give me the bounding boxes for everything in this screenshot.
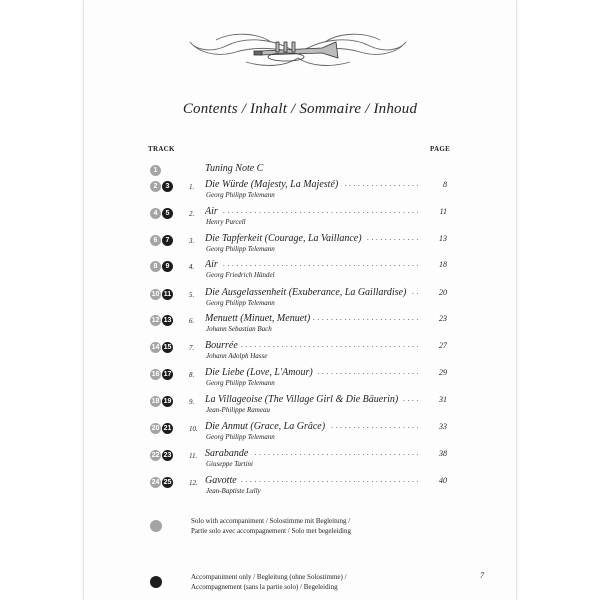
page-reference: 20 <box>420 288 447 297</box>
solo-track-badge: 14 <box>151 344 160 351</box>
contents-heading: Contents / Inhalt / Sommaire / Inhoud <box>182 101 418 117</box>
piece-number: 5. <box>189 291 195 299</box>
piece-number: 6. <box>189 317 195 325</box>
piece-number: 1. <box>189 183 195 191</box>
accompaniment-track-badge: 25 <box>163 479 172 486</box>
composer-name: Georg Philipp Telemann <box>206 245 275 253</box>
page-reference: 8 <box>420 180 447 189</box>
piece-number: 4. <box>189 263 195 271</box>
composer-name: Georg Philipp Telemann <box>206 191 275 199</box>
contents-row <box>0 394 600 420</box>
composer-name: Georg Philipp Telemann <box>206 299 275 307</box>
contents-row <box>0 448 600 474</box>
piece-title-text: Gavotte <box>205 475 240 486</box>
solo-track-badge: 12 <box>151 317 160 324</box>
piece-title-text: Sarabande <box>205 448 251 459</box>
contents-row <box>0 475 600 501</box>
accompaniment-legend-disc <box>150 576 162 588</box>
piece-title-text: Die Würde (Majesty, La Majesté) <box>205 179 341 190</box>
accompaniment-track-badge: 7 <box>162 235 173 246</box>
composer-name: Georg Philipp Telemann <box>206 433 275 441</box>
piece-number: 3. <box>189 237 195 245</box>
piece-number: 8. <box>189 371 195 379</box>
piece-title-text: Die Liebe (Love, L'Amour) <box>205 367 316 378</box>
piece-title <box>205 163 446 174</box>
accompaniment-track-badge: 17 <box>163 371 172 378</box>
piece-title <box>205 259 446 270</box>
page-column-label: PAGE <box>430 145 451 153</box>
piece-title <box>205 367 446 378</box>
solo-track-badge: 20 <box>151 425 160 432</box>
solo-track-badge: 1 <box>150 165 161 176</box>
piece-number: 11. <box>189 452 198 460</box>
piece-title <box>205 313 446 324</box>
accompaniment-legend <box>191 573 421 592</box>
composer-name: Jean-Baptiste Lully <box>206 487 261 495</box>
page-reference: 18 <box>420 260 447 269</box>
composer-name: Giuseppe Tartini <box>206 460 253 468</box>
contents-row <box>0 421 600 447</box>
piece-title <box>205 394 446 405</box>
piece-title-text: Die Anmut (Grace, La Grâce) <box>205 421 328 432</box>
piece-title <box>205 448 446 459</box>
piece-number: 10. <box>189 425 198 433</box>
piece-number: 7. <box>189 344 195 352</box>
page-reference: 27 <box>420 341 447 350</box>
solo-legend-line1: Solo with accompaniment / Solostimme mit Begleitung / <box>191 517 351 525</box>
piece-number: 12. <box>189 479 198 487</box>
solo-track-badge: 6 <box>150 235 161 246</box>
page-reference: 29 <box>420 368 447 377</box>
page-reference: 23 <box>420 314 447 323</box>
composer-name: Johann Adolph Hasse <box>206 352 268 360</box>
composer-name: Jean-Philippe Rameau <box>206 406 270 414</box>
accompaniment-track-badge: 21 <box>163 425 172 432</box>
contents-row <box>0 259 600 285</box>
solo-track-badge: 16 <box>151 371 160 378</box>
piece-title-text: Bourrée <box>205 340 241 351</box>
contents-row <box>0 233 600 259</box>
solo-track-badge: 8 <box>150 261 161 272</box>
page-number: 7 <box>480 571 484 580</box>
contents-row <box>0 287 600 313</box>
page-reference: 31 <box>420 395 447 404</box>
accompaniment-track-badge: 5 <box>162 208 173 219</box>
piece-title <box>205 421 446 432</box>
contents-row <box>0 340 600 366</box>
solo-track-badge: 24 <box>151 479 160 486</box>
piece-title <box>205 287 446 298</box>
piece-title-text: Die Tapferkeit (Courage, La Vaillance) <box>205 233 365 244</box>
page-reference: 40 <box>420 476 447 485</box>
page-reference: 13 <box>420 234 447 243</box>
track-column-label: TRACK <box>148 145 175 153</box>
page-reference: 11 <box>420 207 447 216</box>
solo-track-badge: 18 <box>151 398 160 405</box>
accompaniment-track-badge: 19 <box>163 398 172 405</box>
piece-title-text: Air <box>205 206 221 217</box>
piece-title-text: Air <box>205 259 221 270</box>
composer-name: Henry Purcell <box>206 218 246 226</box>
accompaniment-track-badge: 13 <box>163 317 172 324</box>
solo-track-badge: 10 <box>151 291 160 298</box>
page-reference: 38 <box>420 449 447 458</box>
solo-track-badge: 22 <box>151 452 160 459</box>
piece-title-text: Die Ausgelassenheit (Exuberance, La Gaillardise) <box>205 287 409 298</box>
trumpet-flourish-icon <box>186 28 410 76</box>
solo-legend <box>191 517 421 536</box>
solo-legend-disc <box>150 520 162 532</box>
solo-track-badge: 4 <box>150 208 161 219</box>
accompaniment-track-badge: 15 <box>163 344 172 351</box>
contents-row <box>0 367 600 393</box>
piece-title <box>205 206 446 217</box>
accompaniment-legend-line1: Accompaniment only / Begleitung (ohne Solostimme) / <box>191 573 347 581</box>
composer-name: Johann Sebastian Bach <box>206 325 272 333</box>
accompaniment-track-badge: 11 <box>163 291 172 298</box>
contents-row <box>0 206 600 232</box>
accompaniment-track-badge: 3 <box>162 181 173 192</box>
piece-title-text: Menuett (Minuet, Menuet) <box>205 313 313 324</box>
contents-row <box>0 179 600 205</box>
composer-name: Georg Friedrich Händel <box>206 271 275 279</box>
composer-name: Georg Philipp Telemann <box>206 379 275 387</box>
contents-row <box>0 313 600 339</box>
accompaniment-track-badge: 23 <box>163 452 172 459</box>
accompaniment-legend-line2: Accompagnement (sans la partie solo) / Begeleiding <box>191 582 338 591</box>
piece-title <box>205 233 446 244</box>
piece-title <box>205 475 446 486</box>
solo-legend-line2: Partie solo avec accompagnement / Solo met begeleiding <box>191 526 351 535</box>
piece-title <box>205 179 446 190</box>
piece-title-text: Tuning Note C <box>205 163 266 174</box>
page-reference: 33 <box>420 422 447 431</box>
piece-number: 9. <box>189 398 195 406</box>
accompaniment-track-badge: 9 <box>162 261 173 272</box>
piece-number: 2. <box>189 210 195 218</box>
piece-title <box>205 340 446 351</box>
piece-title-text: La Villageoise (The Village Girl & Die Bäuerin) <box>205 394 401 405</box>
solo-track-badge: 2 <box>150 181 161 192</box>
